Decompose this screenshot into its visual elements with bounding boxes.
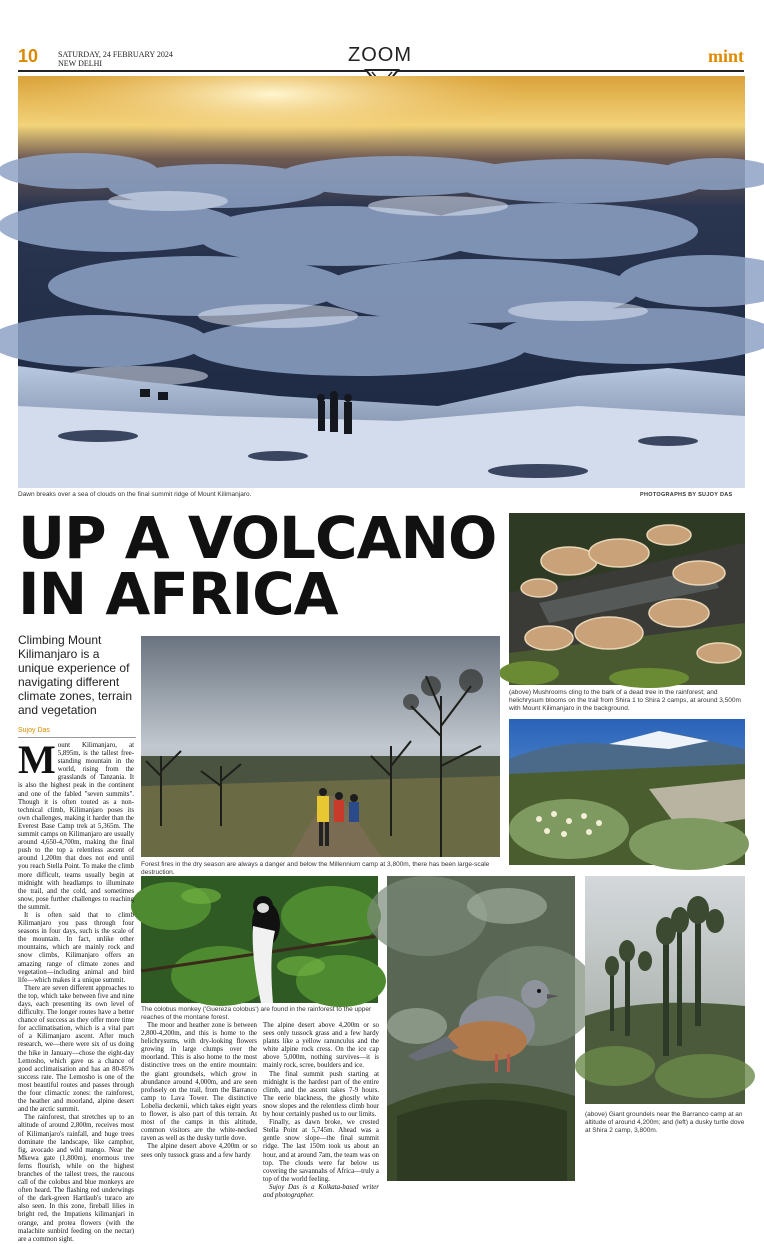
forest-caption: Forest fires in the dry season are always a danger and below the Millennium camp at 3,800m, there has been large-scale destruction.: [141, 861, 490, 876]
author-signoff: Sujoy Das is a Kolkata-based writer and photographer.: [263, 1183, 379, 1199]
article-paragraph-1: ount Kilimanjaro, at 5,895m, is the tallest free-standing mountain in the world, rising from the grasslands of Tanzania. It is also the highest peak in the continent and one of the fabled "seven summits". Though it is often touted as a non-technical climb, Kilimanjaro poses its own challenges, making it harder than the Everest Base Camp trek at 5,365m. The summit camps on Kilimanjaro are usually around 4,650-4,700m, making the final push to the top a relentless ascent of around 1,200m that does not end until you reach Stella Point. To make the climb more difficult, teams usually begin at midnight with headlamps to illuminate the trail, and the cold, and sometimes snow, pose further challenges to reaching the summit.: [18, 742, 134, 911]
hero-photo-cloud-sea: [18, 76, 745, 488]
headline-line-2: IN AFRICA: [18, 560, 338, 628]
turtle-dove-photo: [387, 876, 575, 1181]
article-paragraph-7: The final summit push starting at midnight is the hardest part of the entire climb, and the ascent takes 7-9 hours. The eerie blackness, the ghostly white snow slopes and the relentless climb hour by hour certainly pushed us to our limits.: [263, 1070, 379, 1119]
article-column-3: [263, 1022, 379, 1199]
headline: [18, 504, 508, 628]
photo-credit: PHOTOGRAPHS BY SUJOY DAS: [640, 492, 733, 498]
article-paragraph-5: The moor and heather zone is between 2,800-4,200m, and this is home to the helichrysums, with dry-looking flowers growing in large clumps over the moorland. This is also home to the most distinctive trees on the entire mountain: the giant groundsels, which grow in abundance around 4,000m, and are seen profusely on the trail, from the Barranco camp to Lava Tower. The distinctive Lobelia deckenii, which takes eight years to flower, is also part of this terrain. At most of the camps in this altitude, common visitors are the white-necked raven as well as the dusky turtle dove.: [141, 1022, 257, 1143]
mushroom-caption: (above) Mushrooms cling to the bark of a dead tree in the rainforest; and helichrysum blooms on the trail from Shira 1 to Shira 2 camps, at around 3,500m with Mount Kilimanjaro in the background.: [509, 689, 741, 712]
article-paragraph-4: The rainforest, that stretches up to an altitude of around 2,800m, receives most of Kilimanjaro's rainfall, and huge trees dominate the landscape, like camphor, fig, avocado and wild mango. Near the Mkewa gate (1,800m), enormous tree ferns flourish, while on the highest branches of the tallest trees, the raucous call of the colobus and blue monkeys are often heard. The flashing red underwings of the dark-green Hartlaub's turaco are also seen. In this zone, fireball lilies in bright red, the Impatiens kilimanjari in orange, and protea flowers (with the malachite sunbird feeding on the nectar) are a common sight.: [18, 1114, 134, 1243]
city: NEW DELHI: [58, 59, 103, 68]
colobus-caption: The colobus monkey ('Guereza colobus') are found in the rainforest to the upper reaches of the montane forest.: [141, 1006, 372, 1021]
dropcap: M: [18, 737, 56, 782]
section-title: ZOOM: [348, 44, 412, 66]
article-paragraph-3: There are seven different approaches to the top, which take between five and nine days, each presenting its own level of difficulty. The longer routes have a better chance of success as they offer more time for acclimatisation, which is a vital part of a Kilimanjaro ascent. After much research, we—there were six of us doing the hike in January—chose the eight-day Lemosho, which gave us a chance of good acclimatisation and has an 80-85% success rate. The Lemosho is one of the most beautiful routes and passes through the four climactic zones: the rainforest, the heather and moorland, alpine desert and the arctic summit.: [18, 984, 134, 1114]
dateline: [58, 50, 173, 68]
mushroom-photo: [509, 513, 745, 685]
groundsel-caption: (above) Giant groundels near the Barranco camp at an altitude of around 4,200m; and (left) a dusky turtle dove at Shira 2 camp, 3,800m.: [585, 1111, 745, 1134]
article-column-2: [141, 1022, 257, 1188]
page-number: 10: [18, 46, 39, 66]
giant-groundsel-photo: [585, 876, 745, 1104]
date: SATURDAY, 24 FEBRUARY 2024: [58, 50, 173, 59]
byline: Sujoy Das: [18, 727, 50, 734]
article-paragraph-6a: The alpine desert above 4,200m or so sees only tussock grass and a few hardy: [141, 1143, 257, 1159]
headline-line-1: UP A VOLCANO: [18, 504, 497, 572]
colobus-monkey-photo: [141, 876, 378, 1003]
brand-logo: mint: [708, 46, 744, 66]
article-paragraph-8: Finally, as dawn broke, we crested Stella Point at 5,745m. Ahead was a gentle snow slope—the final summit ridge. The last 150m took us about an hour, and at around 7am, the team was on top. The clouds were far below us covering the savannahs of Africa—truly a top of the world feeling.: [263, 1119, 379, 1183]
article-paragraph-2: It is often said that to climb Kilimanjaro you pass through four seasons in four days, such is the scale of the mountain. In fact, unlike other mountains, which are mainly rock and snow climbs, Kilimanjaro offers an amazing range of climate zones and vegetation—including animal and bird life—which makes it a unique summit.: [18, 911, 134, 984]
forest-fire-photo: [141, 636, 500, 857]
standfirst: Climbing Mount Kilimanjaro is a unique experience of navigating different climate zones, terrain and vegetation: [18, 633, 133, 717]
article-column-1: [18, 737, 134, 1243]
helichrysum-photo: [509, 719, 745, 865]
hero-caption: Dawn breaks over a sea of clouds on the final summit ridge of Mount Kilimanjaro.: [18, 491, 252, 498]
article-paragraph-6: The alpine desert above 4,200m or so sees only tussock grass and a few hardy plants like a yellow ranunculus and the white alpine rock cress. On the ice cap above 5,000m, nothing survives—it is mainly rock, scree, boulders and ice.: [263, 1022, 379, 1070]
